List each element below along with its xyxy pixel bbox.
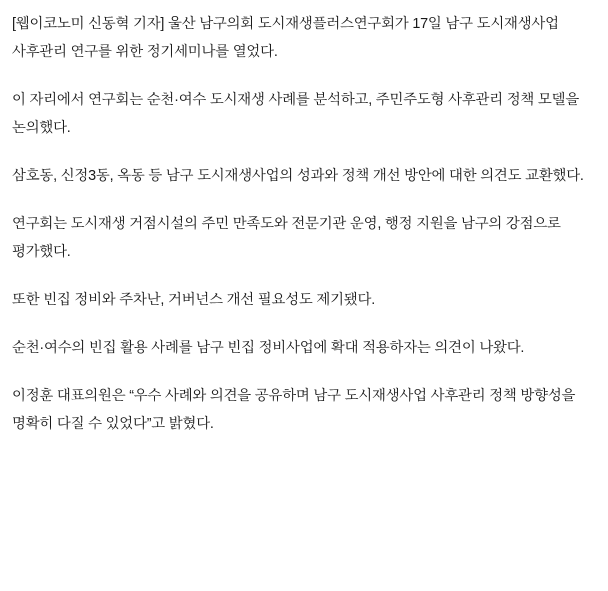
article-paragraph: 연구회는 도시재생 거점시설의 주민 만족도와 전문기관 운영, 행정 지원을 남구의 강점으로 평가했다. [12,216,561,260]
article-paragraph: 순천·여수의 빈집 활용 사례를 남구 빈집 정비사업에 확대 적용하자는 의견이 나왔다. [12,340,525,356]
article-paragraph: [웹이코노미 신동혁 기자] 울산 남구의회 도시재생플러스연구회가 17일 남구 도시재생사업 사후관리 연구를 위한 정기세미나를 열었다. [12,16,559,60]
article-paragraph: 이정훈 대표의원은 “우수 사례와 의견을 공유하며 남구 도시재생사업 사후관리 정책 방향성을 명확히 다질 수 있었다”고 밝혔다. [12,388,576,432]
article-paragraph: 이 자리에서 연구회는 순천·여수 도시재생 사례를 분석하고, 주민주도형 사후관리 정책 모델을 논의했다. [12,92,580,136]
article-paragraph: 또한 빈집 정비와 주차난, 거버넌스 개선 필요성도 제기됐다. [12,292,376,308]
article-paragraph: 삼호동, 신정3동, 옥동 등 남구 도시재생사업의 성과와 정책 개선 방안에 대한 의견도 교환했다. [12,168,584,184]
